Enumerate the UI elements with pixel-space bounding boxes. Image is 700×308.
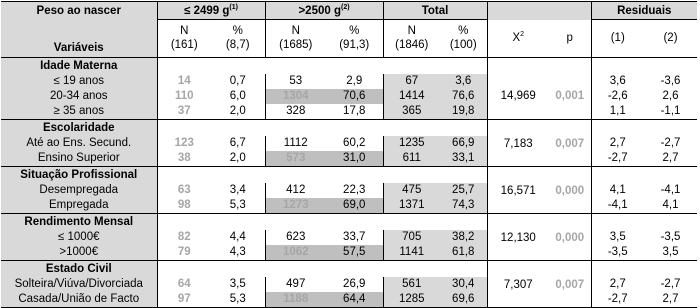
section-header-row <box>1 213 697 230</box>
section-res-spacer <box>591 213 697 230</box>
cell-p <box>549 245 591 261</box>
row-label: ≤ 1000€ <box>1 230 157 245</box>
section-header-spacer <box>157 57 487 74</box>
cell-r2: 2,6 <box>662 90 679 102</box>
cell-p: 0,007 <box>555 137 585 150</box>
section-stat-spacer <box>487 213 591 230</box>
section-title: Rendimento Mensal <box>1 213 157 230</box>
n1-header: N (161) <box>157 20 211 58</box>
section-header-spacer <box>157 213 487 230</box>
section-header-row <box>1 57 697 74</box>
cell-chi: 12,130 <box>487 230 549 245</box>
section-title: Situação Profissional <box>1 166 157 183</box>
cell-chi <box>487 292 549 308</box>
cell-n2: 1188 <box>265 292 326 308</box>
cell-pt: 19,8 <box>440 104 487 120</box>
header-row-1 <box>1 2 697 20</box>
cell-n1: 63 <box>157 183 211 198</box>
cell-n1: 98 <box>157 198 211 214</box>
row-label: Casada/União de Facto <box>1 292 157 308</box>
cell-p1: 2,0 <box>211 104 265 120</box>
cell-nt: 1285 <box>383 292 440 308</box>
cell-nt: 611 <box>383 151 440 167</box>
row-label: Solteira/Viúva/Divorciada <box>1 277 157 292</box>
chi-header: $X^2$ <box>487 20 549 58</box>
r2-header: (2) <box>644 20 697 58</box>
cell-p1: 6,7 <box>229 137 246 149</box>
section-header-spacer <box>157 260 487 277</box>
section-res-spacer <box>591 166 697 183</box>
cell-r2: 2,7 <box>644 151 697 167</box>
cell-p1: 4,3 <box>211 245 265 261</box>
table-row <box>1 230 697 245</box>
cell-n2: 1273 <box>265 198 326 214</box>
table-row <box>1 292 697 308</box>
table-row <box>1 245 697 261</box>
cell-n1: 123 <box>157 136 211 151</box>
group2-header: >2500 $g^{(2)}$ <box>265 2 383 20</box>
cell-chi <box>487 104 549 120</box>
cell-nt: 365 <box>383 104 440 120</box>
cell-chi <box>487 74 549 89</box>
cell-nt: 475 <box>383 183 440 198</box>
cell-p2: 31,0 <box>326 151 383 167</box>
cell-n1: 14 <box>157 74 211 89</box>
row-label: Desempregada <box>1 183 157 198</box>
table-body <box>1 57 697 307</box>
header-row-2 <box>1 20 697 58</box>
cell-pt: 74,3 <box>440 198 487 214</box>
table-row <box>1 183 697 198</box>
cell-nt: 67 <box>383 74 440 89</box>
section-title: Idade Materna <box>1 57 157 74</box>
cell-n2: 53 <box>265 74 326 89</box>
variaveis-header: Variáveis <box>1 20 157 58</box>
p1-header: % (8,7) <box>211 20 265 58</box>
section-header-row <box>1 119 697 136</box>
cell-chi: 14,969 <box>487 89 549 104</box>
cell-r1: 2,7 <box>591 136 644 151</box>
table-row <box>1 89 697 104</box>
cell-r2: 2,7 <box>644 292 697 308</box>
cell-p1: 2,0 <box>211 151 265 167</box>
cell-pt: 33,1 <box>440 151 487 167</box>
pt-header: % (100) <box>440 20 487 58</box>
cell-r2: 3,5 <box>644 245 697 261</box>
cell-nt: 1371 <box>383 198 440 214</box>
cell-p2: 60,2 <box>343 137 366 149</box>
cell-p1: 0,7 <box>229 75 246 87</box>
cell-pt: 61,8 <box>440 245 487 261</box>
cell-pt: 69,6 <box>440 292 487 308</box>
cell-p2: 2,9 <box>346 75 363 87</box>
cell-p2: 69,0 <box>326 198 383 214</box>
cell-p2: 64,4 <box>326 292 383 308</box>
table-row <box>1 74 697 89</box>
cell-n2: 573 <box>265 151 326 167</box>
cell-nt: 1141 <box>383 245 440 261</box>
cell-n1: 82 <box>157 230 211 245</box>
cell-p2: 57,5 <box>326 245 383 261</box>
cell-r2: -1,1 <box>644 104 697 120</box>
cell-n1: 64 <box>157 277 211 292</box>
cell-r1: -4,1 <box>591 198 644 214</box>
section-stat-spacer <box>487 119 591 136</box>
cell-pt: 76,6 <box>440 89 487 104</box>
cell-chi: 16,571 <box>487 183 549 198</box>
cell-r1: -2,7 <box>591 292 644 308</box>
table-row <box>1 136 697 151</box>
cell-r1: -2,7 <box>591 151 644 167</box>
cell-n1: 38 <box>157 151 211 167</box>
residuais-header: Residuais <box>591 2 697 20</box>
cell-n2: 497 <box>265 277 326 292</box>
section-stat-spacer <box>487 57 591 74</box>
cell-p1: 4,4 <box>229 231 246 243</box>
cell-nt: 1235 <box>383 136 440 151</box>
cell-p1: 6,0 <box>229 90 246 102</box>
cell-n2: 623 <box>265 230 326 245</box>
section-stat-spacer <box>487 166 591 183</box>
total-header: Total <box>383 2 487 20</box>
cell-pt: 38,2 <box>440 230 487 245</box>
cell-nt: 705 <box>383 230 440 245</box>
cell-n2: 1062 <box>265 245 326 261</box>
cell-r1: 4,1 <box>591 183 644 198</box>
cell-p2: 26,9 <box>343 278 366 290</box>
cell-n1: 97 <box>157 292 211 308</box>
cell-r2: -2,7 <box>660 137 681 149</box>
cell-r2: -3,6 <box>660 75 681 87</box>
cell-p <box>549 74 591 89</box>
cell-p: 0,000 <box>555 231 585 244</box>
nt-header: N (1846) <box>383 20 440 58</box>
section-stat-spacer <box>487 260 591 277</box>
row-label: ≤ 19 anos <box>1 74 157 89</box>
cell-p <box>549 151 591 167</box>
cell-p1: 5,3 <box>211 198 265 214</box>
r1-header: (1) <box>591 20 644 58</box>
cell-p1: 3,4 <box>229 184 246 196</box>
row-label: Ensino Superior <box>1 151 157 167</box>
cell-n1: 79 <box>157 245 211 261</box>
cell-n2: 1304 <box>265 89 326 104</box>
table-row <box>1 151 697 167</box>
row-label: ≥ 35 anos <box>1 104 157 120</box>
section-header-row <box>1 166 697 183</box>
section-header-spacer <box>157 166 487 183</box>
group1-header: ≤ 2499 $g^{(1)}$ <box>157 2 265 20</box>
cell-p <box>549 104 591 120</box>
p-header: p <box>549 20 591 58</box>
cell-p1: 3,5 <box>229 278 246 290</box>
cell-p1: 5,3 <box>211 292 265 308</box>
cell-chi <box>487 198 549 214</box>
section-header-row <box>1 260 697 277</box>
cell-pt: 25,7 <box>440 183 487 198</box>
cell-pt: 30,4 <box>440 277 487 292</box>
header-blank <box>487 2 591 20</box>
birthweight-table <box>1 1 697 308</box>
cell-r1: -2,6 <box>591 89 644 104</box>
cell-p: 0,000 <box>555 184 585 197</box>
cell-r1: 2,7 <box>591 277 644 292</box>
cell-p2: 22,3 <box>343 184 366 196</box>
cell-n2: 412 <box>265 183 326 198</box>
section-res-spacer <box>591 260 697 277</box>
cell-p: 0,007 <box>555 278 585 291</box>
row-label: 20-34 anos <box>1 89 157 104</box>
cell-pt: 66,9 <box>440 136 487 151</box>
cell-r1: 1,1 <box>591 104 644 120</box>
row-label: >1000€ <box>1 245 157 261</box>
n2-header: N (1685) <box>265 20 326 58</box>
cell-r2: -4,1 <box>660 184 681 196</box>
cell-pt: 3,6 <box>440 74 487 89</box>
cell-p: 0,001 <box>555 90 585 102</box>
row-label: Até ao Ens. Secund. <box>1 136 157 151</box>
cell-chi <box>487 151 549 167</box>
cell-nt: 561 <box>383 277 440 292</box>
cell-n2: 328 <box>265 104 326 120</box>
cell-r2: -2,7 <box>660 278 681 290</box>
cell-chi: 7,307 <box>487 277 549 292</box>
peso-ao-nascer-header: Peso ao nascer <box>1 2 157 20</box>
cell-p2: 70,6 <box>326 89 383 104</box>
section-res-spacer <box>591 57 697 74</box>
table-row <box>1 104 697 120</box>
cell-n1: 110 <box>157 89 211 104</box>
cell-chi <box>487 245 549 261</box>
section-title: Escolaridade <box>1 119 157 136</box>
section-header-spacer <box>157 119 487 136</box>
table-row <box>1 277 697 292</box>
cell-r1: 3,5 <box>591 230 644 245</box>
cell-r1: 3,6 <box>591 74 644 89</box>
cell-p2: 33,7 <box>343 231 366 243</box>
cell-nt: 1414 <box>383 89 440 104</box>
cell-chi: 7,183 <box>487 136 549 151</box>
row-label: Empregada <box>1 198 157 214</box>
cell-p <box>549 198 591 214</box>
cell-p <box>549 292 591 308</box>
section-title: Estado Civil <box>1 260 157 277</box>
p2-header: % (91,3) <box>326 20 383 58</box>
section-res-spacer <box>591 119 697 136</box>
cell-p2: 17,8 <box>326 104 383 120</box>
cell-r2: 4,1 <box>644 198 697 214</box>
table-row <box>1 198 697 214</box>
cell-r2: -3,5 <box>660 231 681 243</box>
cell-n1: 37 <box>157 104 211 120</box>
cell-n2: 1112 <box>265 136 326 151</box>
cell-r1: -3,5 <box>591 245 644 261</box>
